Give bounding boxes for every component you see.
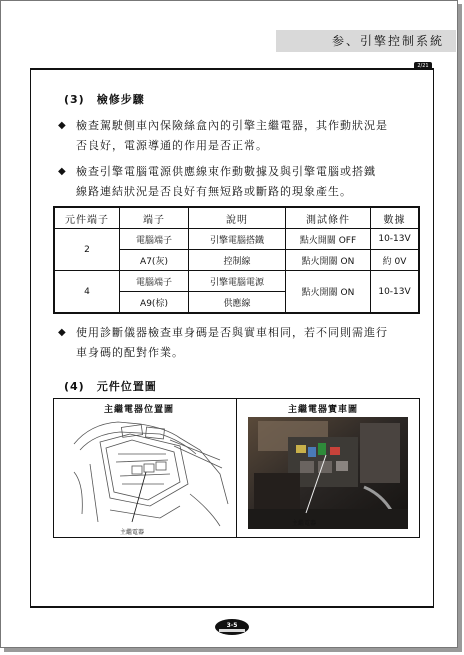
terminal-cell: 電腦端子 (120, 229, 189, 250)
bullet-item: ◆ 檢查引擎電腦電源供應線束作動數據及與引擎電腦或搭鐵 線路連結狀況是否良好有無短路或斷路的現象產生。 (58, 162, 420, 202)
relay-location-diagram (70, 414, 232, 532)
chapter-header: 参、引擎控制系統 (276, 30, 456, 52)
pin-cell: 2 (54, 229, 120, 271)
condition-cell: 點火開關 ON (286, 250, 371, 271)
diamond-bullet-icon: ◆ (58, 166, 67, 177)
table-row (54, 271, 419, 292)
condition-cell: 點火開關 OFF (286, 229, 371, 250)
description-cell: 控制線 (189, 250, 286, 271)
figure-title-diagram: 主繼電器位置圖 (104, 405, 175, 415)
terminal-cell: A7(灰) (120, 250, 189, 271)
column-header: 數據 (371, 207, 420, 229)
diagram-caption: 主繼電器 (120, 529, 145, 536)
value-cell: 10-13V (371, 229, 420, 250)
column-header: 測試條件 (286, 207, 371, 229)
page-badge: 2/21 (414, 62, 432, 70)
value-cell: 10-13V (371, 271, 420, 314)
bullet-item: ◆ 檢查駕駛側車內保險絲盒內的引擎主繼電器，其作動狀況是 否良好，電源導通的作用是否正常。 (58, 116, 420, 156)
terminal-cell: 電腦端子 (120, 271, 189, 292)
pin-spec-table (53, 206, 420, 314)
table-header-row (54, 207, 419, 229)
description-cell: 引擎電腦搭鐵 (189, 229, 286, 250)
value-cell: 約 0V (371, 250, 420, 271)
column-header: 元件端子 (54, 207, 120, 229)
section-heading-locations: (4) 元件位置圖 (64, 380, 157, 393)
diamond-bullet-icon: ◆ (58, 120, 67, 131)
terminal-cell: A9(棕) (120, 292, 189, 314)
column-header: 說明 (189, 207, 286, 229)
pin-cell: 4 (54, 271, 120, 314)
bullet-item: ◆ 使用診斷儀器檢查車身碼是否與實車相同，若不同則需進行 車身碼的配對作業。 (58, 323, 420, 363)
figure-divider (236, 398, 237, 538)
table-row (54, 229, 419, 250)
description-cell: 引擎電腦電源 (189, 271, 286, 292)
page-number: 3-5 (226, 622, 238, 629)
description-cell: 供應線 (189, 292, 286, 314)
diamond-bullet-icon: ◆ (58, 327, 67, 338)
photo-caption: 主繼電器 (292, 520, 317, 527)
page-number-badge (214, 618, 250, 636)
column-header: 端子 (120, 207, 189, 229)
figure-title-photo: 主繼電器實車圖 (288, 405, 359, 415)
section-heading-inspection: (3) 檢修步驟 (64, 93, 145, 106)
condition-cell: 點火開關 ON (286, 271, 371, 314)
relay-photo (248, 417, 408, 529)
